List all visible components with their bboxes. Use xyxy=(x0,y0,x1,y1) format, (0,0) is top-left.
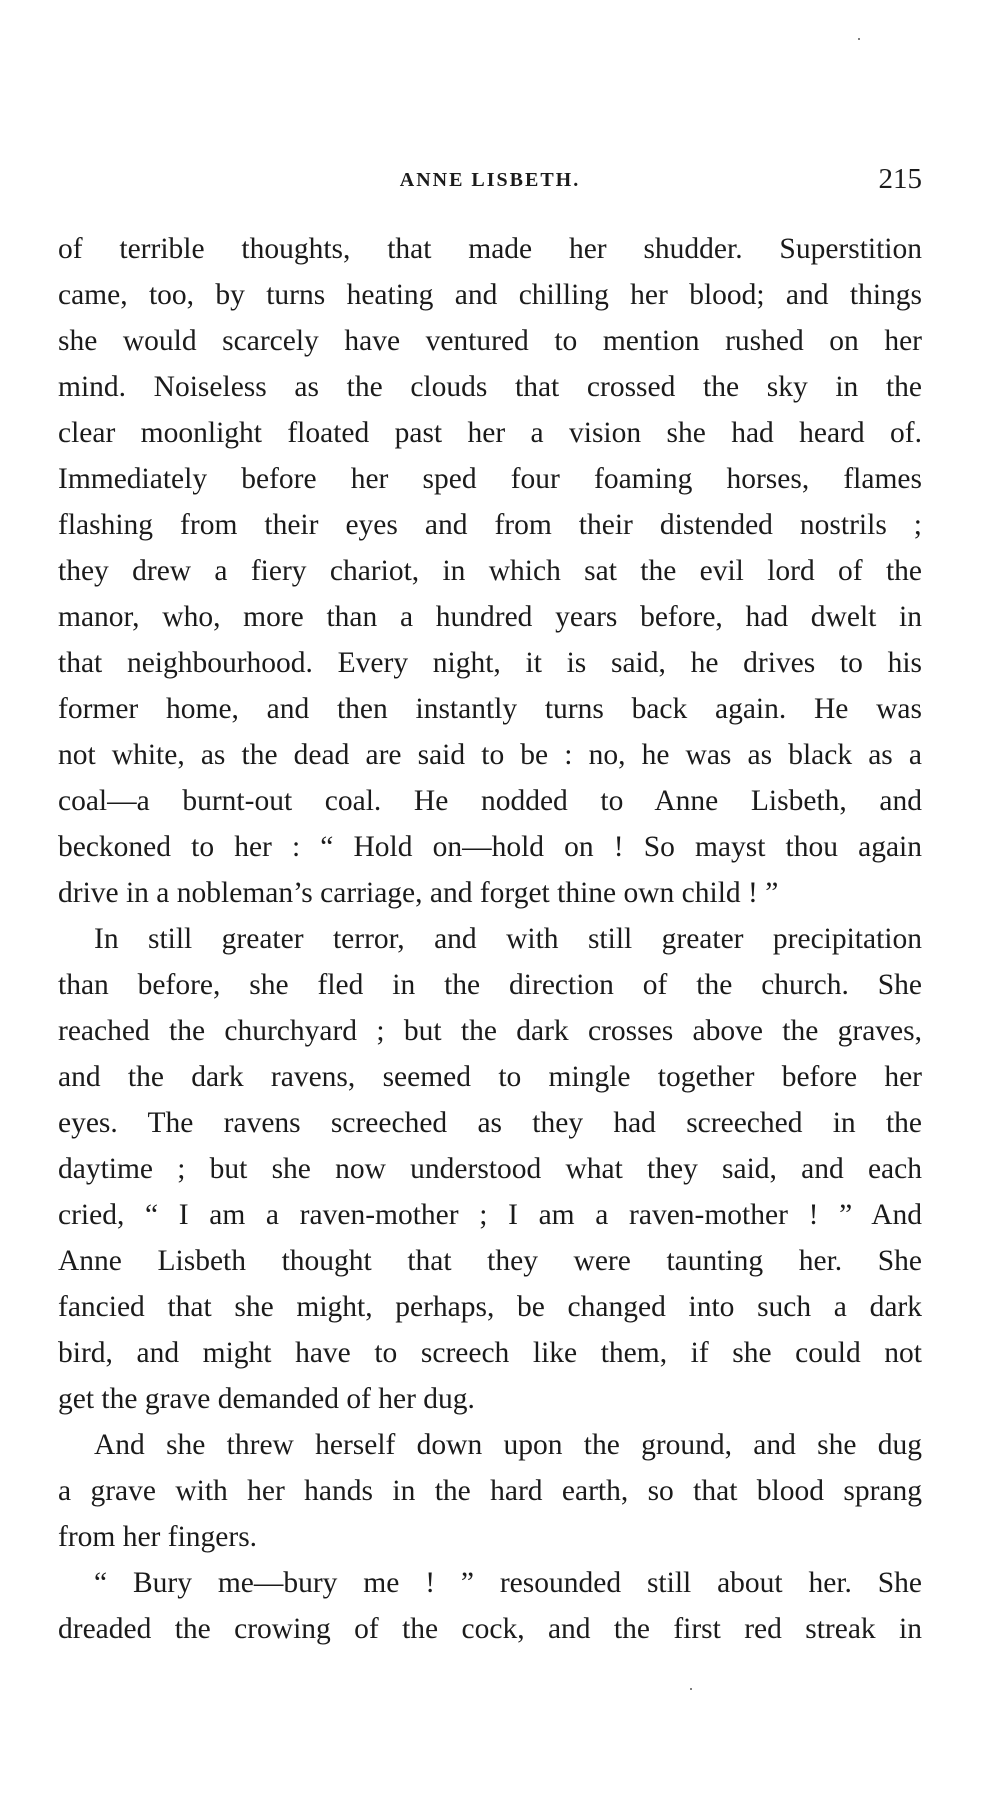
text-line: clear moonlight floated past her a vision she had heard of. xyxy=(58,417,922,449)
text-line: than before, she fled in the direction of the church. She xyxy=(58,969,922,1001)
text-line: cried, “ I am a raven-mother ; I am a raven-mother ! ” And xyxy=(58,1199,922,1231)
running-title: ANNE LISBETH. xyxy=(399,169,581,191)
text-line: daytime ; but she now understood what they said, and each xyxy=(58,1153,922,1185)
text-line: dreaded the crowing of the cock, and the first red streak in xyxy=(58,1613,922,1645)
text-line: of terrible thoughts, that made her shudder. Superstition xyxy=(58,233,922,265)
text-line: came, too, by turns heating and chilling her blood; and things xyxy=(58,279,922,311)
page-header xyxy=(58,163,922,203)
page-number: 215 xyxy=(878,163,922,195)
text-line: coal—a burnt-out coal. He nodded to Anne Lisbeth, and xyxy=(58,785,922,817)
text-line: that neighbourhood. Every night, it is said, he drives to his xyxy=(58,647,922,679)
text-line: beckoned to her : “ Hold on—hold on ! So mayst thou again xyxy=(58,831,922,863)
body-text xyxy=(58,226,922,1652)
text-line: she would scarcely have ventured to mention rushed on her xyxy=(58,325,922,357)
text-line: drive in a nobleman’s carriage, and forget thine own child ! ” xyxy=(58,877,779,909)
text-line: mind. Noiseless as the clouds that crossed the sky in the xyxy=(58,371,922,403)
text-line: “ Bury me—bury me ! ” resounded still about her. She xyxy=(94,1567,922,1599)
text-line: former home, and then instantly turns back again. He was xyxy=(58,693,922,725)
text-line: eyes. The ravens screeched as they had screeched in the xyxy=(58,1107,922,1139)
paper-speck xyxy=(690,1688,692,1690)
text-line: bird, and might have to screech like them, if she could not xyxy=(58,1337,922,1369)
text-line: and the dark ravens, seemed to mingle together before her xyxy=(58,1061,922,1093)
text-line: In still greater terror, and with still greater precipitation xyxy=(94,923,922,955)
paragraph xyxy=(58,1560,922,1652)
text-line: And she threw herself down upon the ground, and she dug xyxy=(94,1429,922,1461)
text-line: Immediately before her sped four foaming horses, flames xyxy=(58,463,922,495)
text-line: Anne Lisbeth thought that they were taunting her. She xyxy=(58,1245,922,1277)
paragraph xyxy=(58,226,922,916)
text-line: fancied that she might, perhaps, be changed into such a dark xyxy=(58,1291,922,1323)
text-line: reached the churchyard ; but the dark crosses above the graves, xyxy=(58,1015,922,1047)
text-line: from her fingers. xyxy=(58,1521,258,1553)
text-line: get the grave demanded of her dug. xyxy=(58,1383,475,1415)
text-line: they drew a fiery chariot, in which sat the evil lord of the xyxy=(58,555,922,587)
text-line: flashing from their eyes and from their distended nostrils ; xyxy=(58,509,922,541)
text-line: not white, as the dead are said to be : no, he was as black as a xyxy=(58,739,922,771)
text-line: a grave with her hands in the hard earth, so that blood sprang xyxy=(58,1475,922,1507)
text-line: manor, who, more than a hundred years before, had dwelt in xyxy=(58,601,922,633)
paper-speck xyxy=(858,38,860,40)
paragraph xyxy=(58,916,922,1422)
paragraph xyxy=(58,1422,922,1560)
